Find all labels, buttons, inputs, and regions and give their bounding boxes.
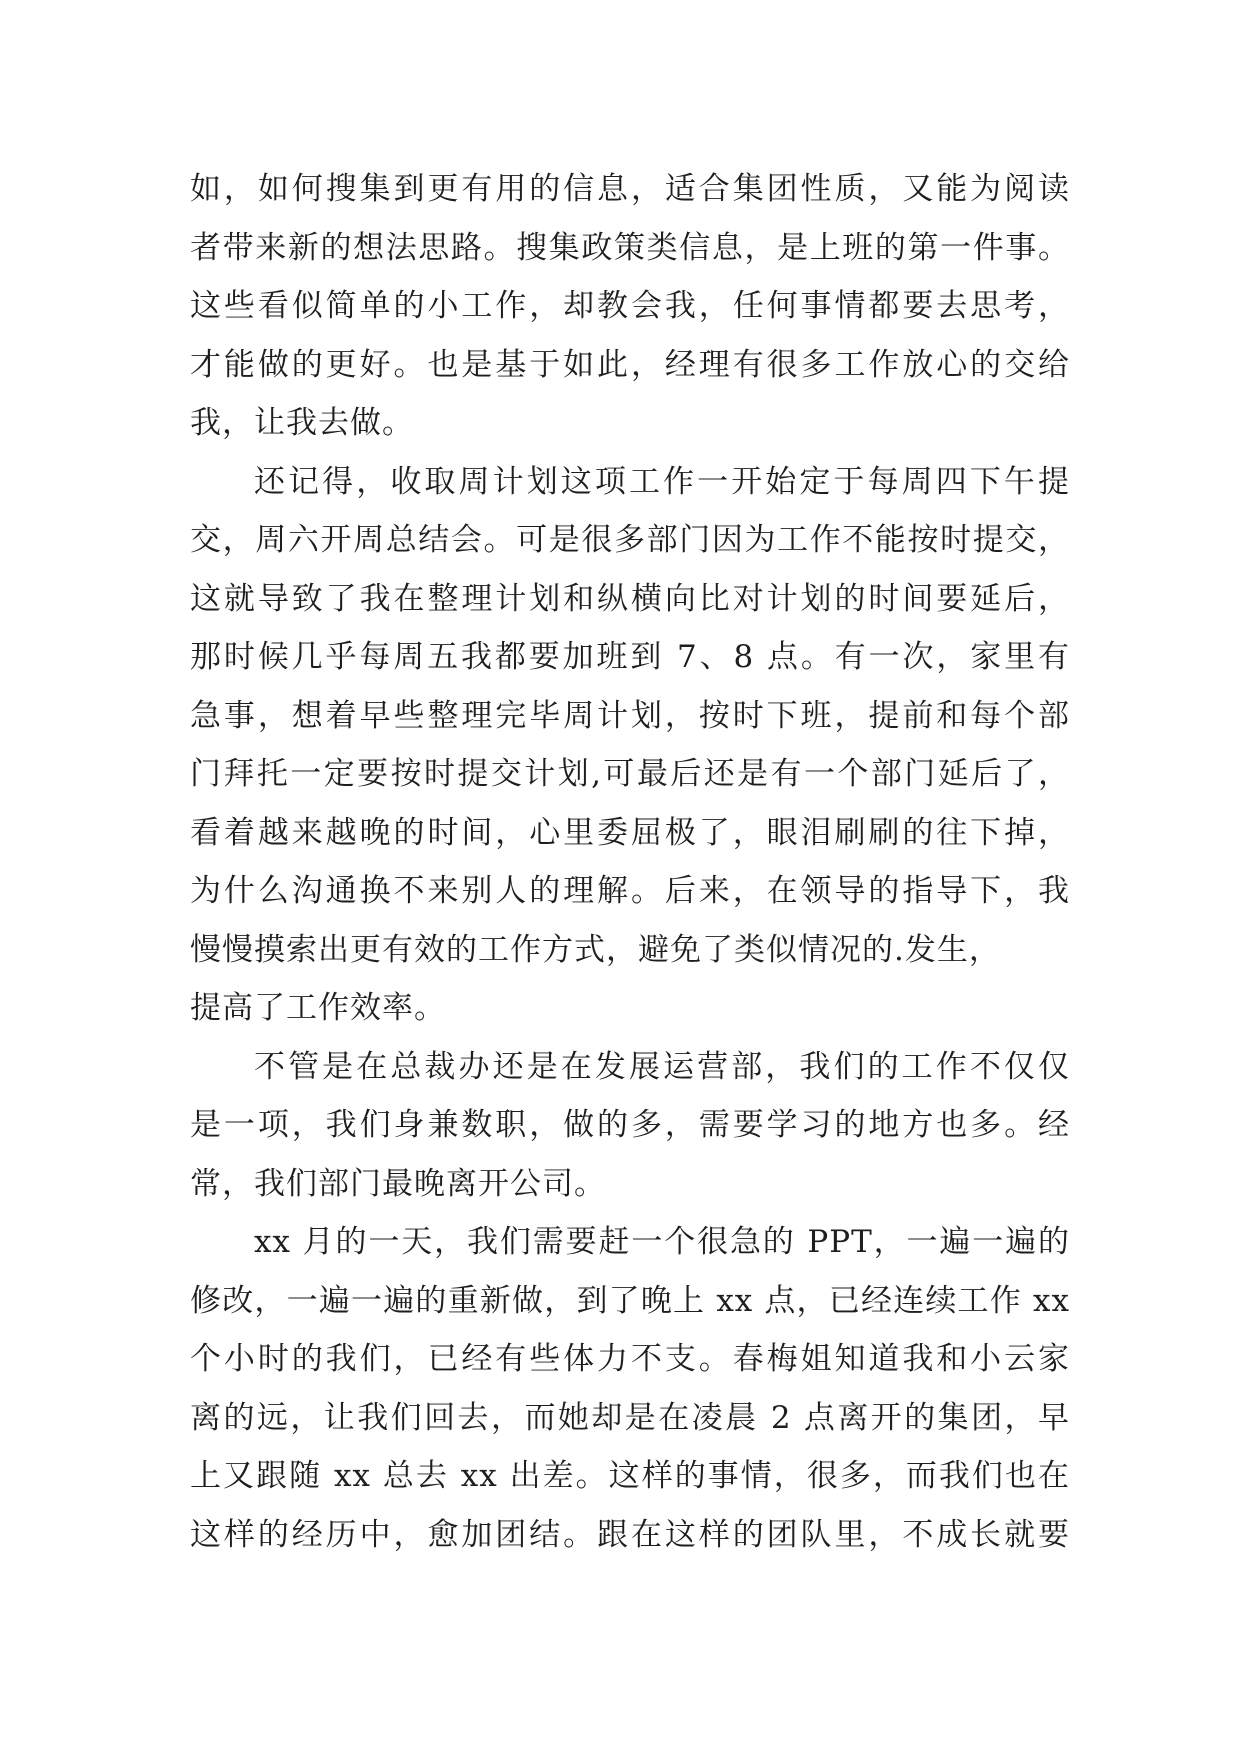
text-line: 修改，一遍一遍的重新做，到了晚上 xx 点，已经连续工作 xx [190,1282,1070,1319]
text-line: 个小时的我们，已经有些体力不支。春梅姐知道我和小云家 [190,1341,1070,1377]
text-line: 者带来新的想法思路。搜集政策类信息，是上班的第一件事。 [190,229,1070,266]
text-line: 提高了工作效率。 [190,990,446,1026]
text-line: 是一项，我们身兼数职，做的多，需要学习的地方也多。经 [190,1107,1070,1143]
document-body [190,160,1070,1564]
text-line: 上又跟随 xx 总去 xx 出差。这样的事情，很多，而我们也在 [190,1458,1070,1494]
text-line: 常，我们部门最晚离开公司。 [190,1165,606,1202]
paragraph-first-line: xx 月的一天，我们需要赶一个很急的 PPT，一遍一遍的 [254,1224,1070,1260]
paragraph-first-line: 不管是在总裁办还是在发展运营部，我们的工作不仅仅 [254,1048,1070,1085]
text-line: 为什么沟通换不来别人的理解。后来，在领导的指导下，我 [190,873,1070,909]
text-line: 如，如何搜集到更有用的信息，适合集团性质，又能为阅读 [190,171,1070,207]
text-line: 这些看似简单的小工作，却教会我，任何事情都要去思考， [190,288,1070,324]
text-line: 这就导致了我在整理计划和纵横向比对计划的时间要延后， [190,580,1070,617]
text-line: 交，周六开周总结会。可是很多部门因为工作不能按时提交， [190,522,1070,558]
text-line: 门拜托一定要按时提交计划,可最后还是有一个部门延后了， [190,756,1070,792]
text-line: 这样的经历中，愈加团结。跟在这样的团队里，不成长就要 [190,1516,1070,1553]
text-line: 才能做的更好。也是基于如此，经理有很多工作放心的交给 [190,346,1070,383]
text-line: 慢慢摸索出更有效的工作方式，避免了类似情况的.发生， [190,931,1001,968]
text-line: 看着越来越晚的时间，心里委屈极了，眼泪刷刷的往下掉， [190,814,1070,851]
text-line: 急事，想着早些整理完毕周计划，按时下班，提前和每个部 [190,697,1070,734]
text-line: 那时候几乎每周五我都要加班到 7、8 点。有一次，家里有 [190,639,1070,675]
text-line: 离的远，让我们回去，而她却是在凌晨 2 点离开的集团，早 [190,1399,1070,1436]
paragraph-first-line: 还记得，收取周计划这项工作一开始定于每周四下午提 [254,463,1070,500]
text-line: 我，让我去做。 [190,405,414,441]
